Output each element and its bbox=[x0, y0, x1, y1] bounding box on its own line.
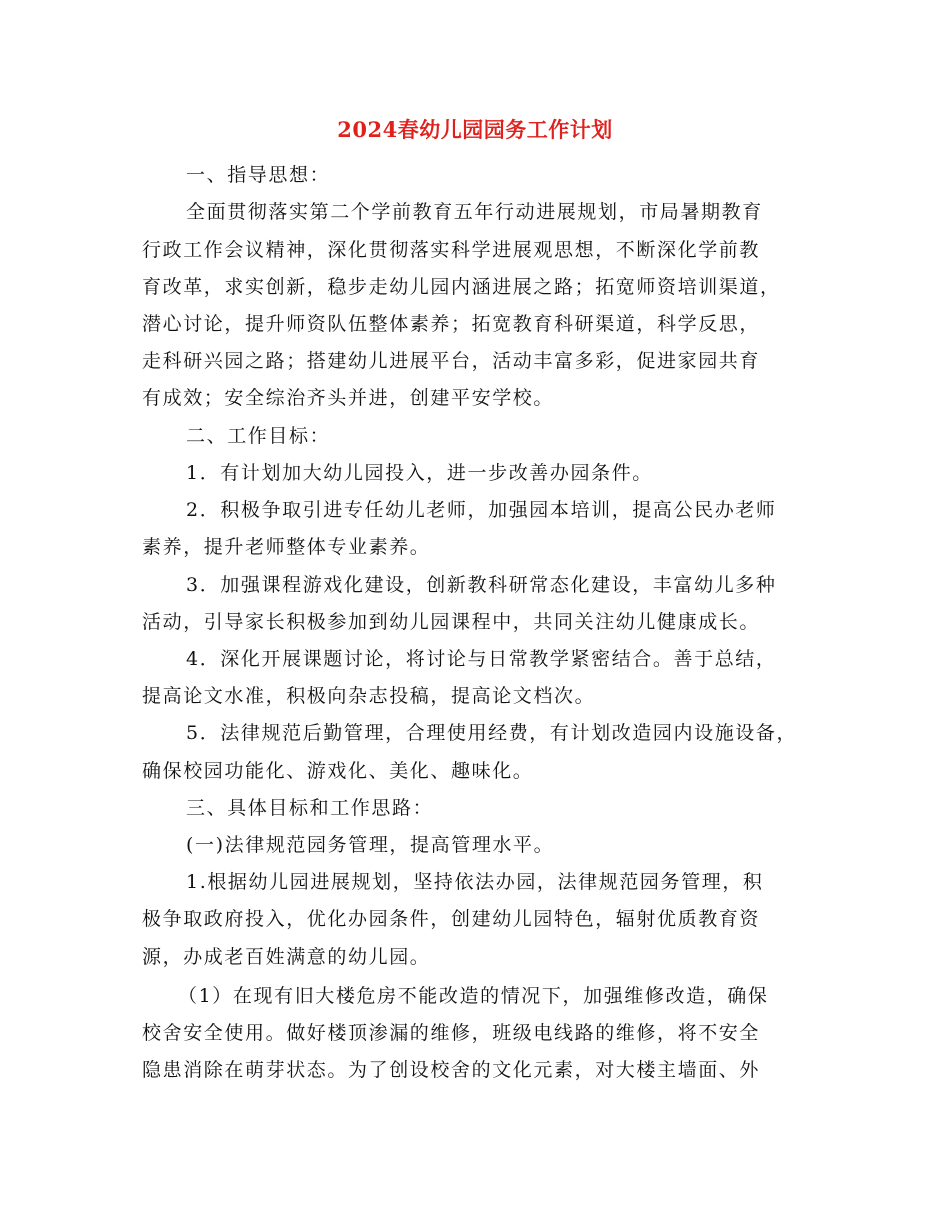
section-heading: 一、指导思想： bbox=[186, 164, 331, 186]
list-item-line: 2．积极争取引进专任幼儿老师，加强园本培训，提高公民办老师 bbox=[186, 499, 777, 521]
list-item-line: 5．法律规范后勤管理，合理使用经费，有计划改造园内设施设备， bbox=[186, 722, 798, 744]
paragraph-line: 极争取政府投入，优化办园条件，创建幼儿园特色，辐射优质教育资 bbox=[142, 908, 761, 930]
list-item-line: 提高论文水准，积极向杂志投稿，提高论文档次。 bbox=[142, 685, 596, 707]
paragraph-line: 行政工作会议精神，深化贯彻落实科学进展观思想，不断深化学前教 bbox=[142, 239, 761, 261]
section-heading: 三、具体目标和工作思路： bbox=[186, 797, 434, 819]
subsection-heading: (一)法律规范园务管理，提高管理水平。 bbox=[186, 834, 555, 856]
paragraph-line: 走科研兴园之路；搭建幼儿进展平台，活动丰富多彩，促进家园共育 bbox=[142, 350, 761, 372]
paragraph-line: 源，办成老百姓满意的幼儿园。 bbox=[142, 946, 431, 968]
list-item-line: 4．深化开展课题讨论，将讨论与日常教学紧密结合。善于总结， bbox=[186, 648, 777, 670]
paragraph-line: 潜心讨论，提升师资队伍整体素养；拓宽教育科研渠道，科学反思， bbox=[142, 313, 761, 335]
paragraph-line: 全面贯彻落实第二个学前教育五年行动进展规划，市局暑期教育 bbox=[186, 201, 763, 223]
paragraph-line: 育改革，求实创新，稳步走幼儿园内涵进展之路；拓宽师资培训渠道， bbox=[142, 276, 781, 298]
paragraph-line: 校舍安全使用。做好楼顶渗漏的维修，班级电线路的维修，将不安全 bbox=[142, 1022, 761, 1044]
list-item-line: 确保校园功能化、游戏化、美化、趣味化。 bbox=[142, 760, 534, 782]
list-item-line: 素养，提升老师整体专业素养。 bbox=[142, 536, 431, 558]
paragraph-line: 隐患消除在萌芽状态。为了创设校舍的文化元素，对大楼主墙面、外 bbox=[142, 1059, 761, 1081]
list-item-line: 3．加强课程游戏化建设，创新教科研常态化建设，丰富幼儿多种 bbox=[186, 574, 777, 596]
paragraph-line: （1）在现有旧大楼危房不能改造的情况下，加强维修改造，确保 bbox=[178, 985, 769, 1007]
section-heading: 二、工作目标： bbox=[186, 425, 331, 447]
paragraph-line: 有成效；安全综治齐头并进，创建平安学校。 bbox=[142, 387, 555, 409]
paragraph-line: 1.根据幼儿园进展规划，坚持依法办园，法律规范园务管理，积 bbox=[186, 871, 764, 893]
document-title: 2024春幼儿园园务工作计划 bbox=[337, 117, 613, 142]
list-item-line: 活动，引导家长积极参加到幼儿园课程中，共同关注幼儿健康成长。 bbox=[142, 611, 761, 633]
list-item-line: 1．有计划加大幼儿园投入，进一步改善办园条件。 bbox=[186, 462, 653, 484]
